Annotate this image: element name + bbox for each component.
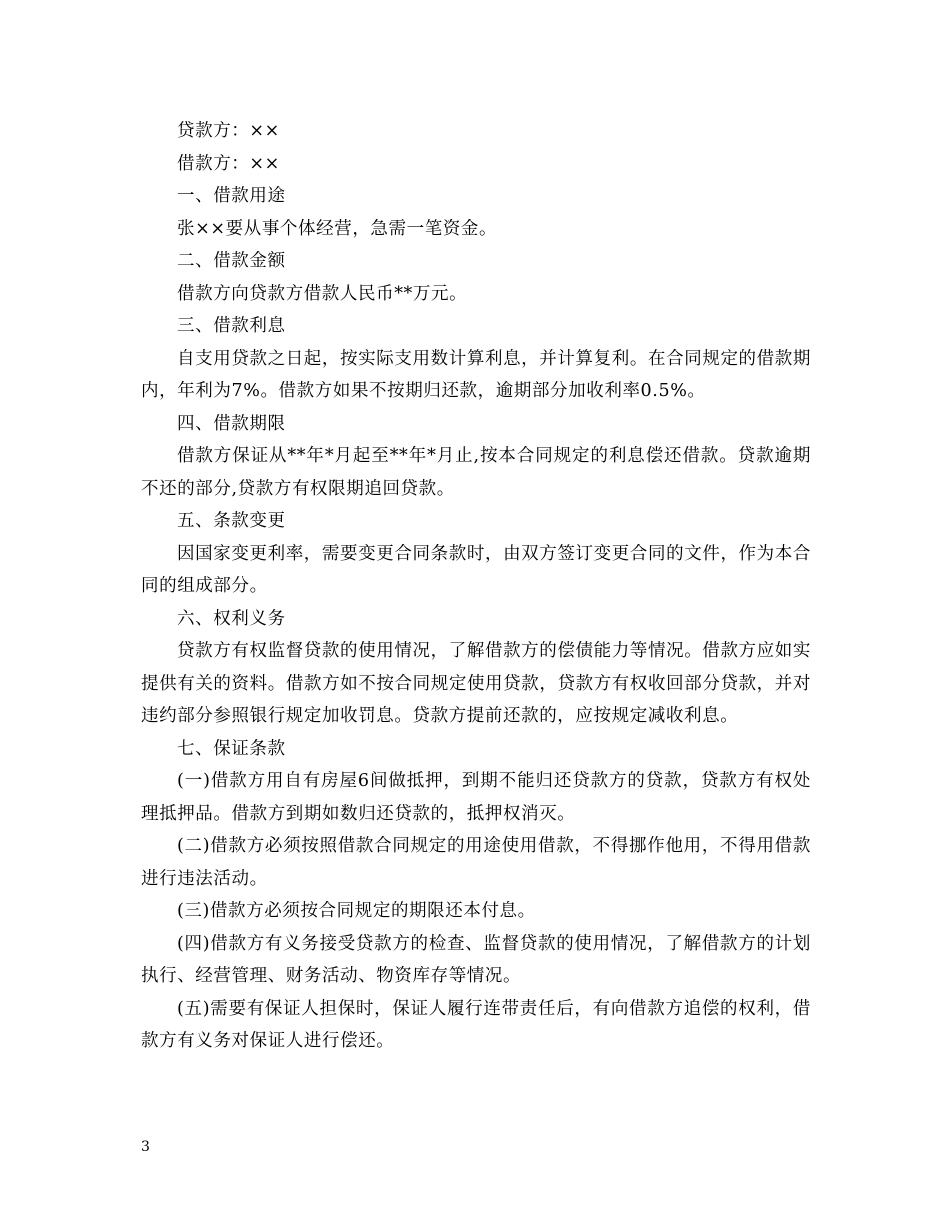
section-heading-amount: 二、借款金额 [177,251,286,271]
party-lender: 贷款方：×× [177,121,280,141]
section-body-rights: 贷款方有权监督贷款的使用情况，了解借款方的偿债能力等情况。借款方应如实提供有关的资料。借款方如不按合同规定使用贷款，贷款方有权收回部分贷款，并对违约部分参照银行规定加收罚息。贷款方提前还款的，应按规定减收利息。 [141,641,811,726]
document-body [141,115,811,1058]
guarantee-clause-5: (五)需要有保证人担保时，保证人履行连带责任后，有向借款方追偿的权利，借款方有义务对保证人进行偿还。 [141,998,811,1051]
section-heading-rights: 六、权利义务 [177,608,286,629]
guarantee-clause-4: (四)借款方有义务接受贷款方的检查、监督贷款的使用情况，了解借款方的计划执行、经营管理、财务活动、物资库存等情况。 [141,933,811,986]
guarantee-clause-1: (一)借款方用自有房屋6间做抵押，到期不能归还贷款方的贷款，贷款方有权处理抵押品。借款方到期如数归还贷款的，抵押权消灭。 [141,771,811,824]
section-body-term: 借款方保证从**年*月起至**年*月止,按本合同规定的利息偿还借款。贷款逾期不还的部分,贷款方有权限期追回贷款。 [141,446,811,499]
section-body-changes: 因国家变更利率，需要变更合同条款时，由双方签订变更合同的文件，作为本合同的组成部分。 [141,543,811,596]
party-borrower: 借款方：×× [177,153,280,174]
section-heading-purpose: 一、借款用途 [177,186,286,206]
section-body-interest: 自支用贷款之日起，按实际支用数计算利息，并计算复利。在合同规定的借款期内，年利为7%。借款方如果不按期归还款，逾期部分加收利率0.5%。 [141,348,811,401]
section-body-purpose: 张××要从事个体经营，急需一笔资金。 [177,218,498,239]
guarantee-clause-3: (三)借款方必须按合同规定的期限还本付息。 [177,901,536,921]
section-heading-interest: 三、借款利息 [177,316,286,336]
section-heading-term: 四、借款期限 [177,413,286,434]
page-number: 3 [141,1139,150,1155]
section-heading-guarantee: 七、保证条款 [177,738,286,759]
section-heading-changes: 五、条款变更 [177,511,286,531]
section-body-amount: 借款方向贷款方借款人民币**万元。 [177,283,468,304]
guarantee-clause-2: (二)借款方必须按照借款合同规定的用途使用借款，不得挪作他用，不得用借款进行违法活动。 [141,836,811,889]
